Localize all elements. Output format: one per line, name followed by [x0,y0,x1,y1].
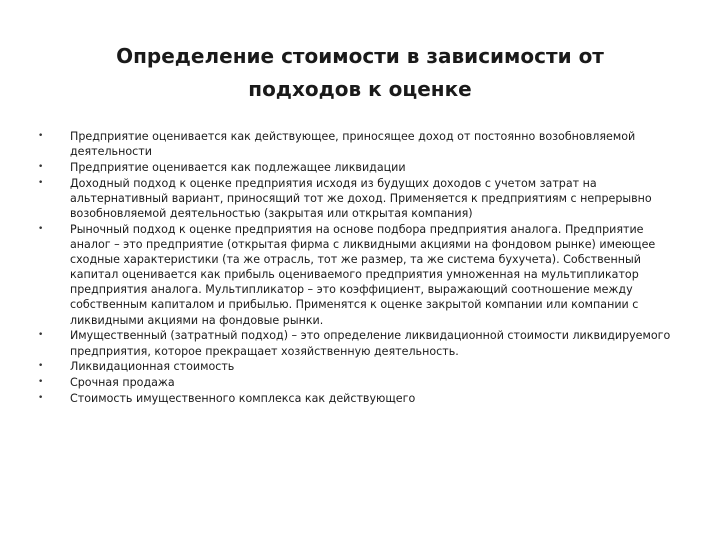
list-item [38,391,686,406]
list-item [38,160,686,175]
bullet-icon: • [38,377,44,388]
slide-title: Определение стоимости в зависимости от подходов к оценке [116,44,604,101]
bullet-icon: • [38,177,44,188]
bullet-icon: • [38,131,44,141]
bullet-icon: • [38,330,44,341]
bullet-text: Имущественный (затратный подход) – это определение ликвидационной стоимости ликвидируемого предприятия, которое прекращает хозяйственную деятельность. [70,329,671,358]
bullet-text: Предприятие оценивается как подлежащее ликвидации [70,160,406,174]
list-item [38,176,686,221]
bullet-text: Предприятие оценивается как действующее, приносящее доход от постоянно возобновляемой деятельности [70,130,636,159]
bullet-icon: • [38,393,44,404]
bullet-text: Ликвидационная стоимость [70,360,235,374]
list-item [38,359,686,374]
bullet-text: Стоимость имущественного комплекса как действующего [70,392,416,406]
list-item [38,129,686,159]
bullet-list [38,129,686,407]
bullet-icon: • [38,161,44,172]
list-item [38,328,686,358]
bullet-text: Рыночный подход к оценке предприятия на основе подбора предприятия аналога. Предприятие аналог – это предприятие (открытая фирма с ликвидными акциями на фондовом рынке) имеющее сходные характеристики (та же отрасль, тот же размер, та же система бухучета). Собственный капитал оценивается как прибыль оцениваемого предприятия умноженная на мультипликатор предприятия аналога. Мультипликатор – это коэффициент, выражающий соотношение между собственным капиталом и прибылью. Применятся к оценке закрытой компании или компании с ликвидными акциями на фондовые рынки. [70,222,656,327]
bullet-text: Срочная продажа [70,376,175,390]
bullet-icon: • [38,223,44,234]
bullet-icon: • [38,361,44,372]
bullet-text: Доходный подход к оценке предприятия исходя из будущих доходов с учетом затрат на альтернативный вариант, приносящий тот же доход. Применяется к предприятиям с непрерывно возобновляемой деятельностью (закрытая или открытая компания) [70,176,652,221]
list-item [38,375,686,390]
list-item [38,222,686,328]
